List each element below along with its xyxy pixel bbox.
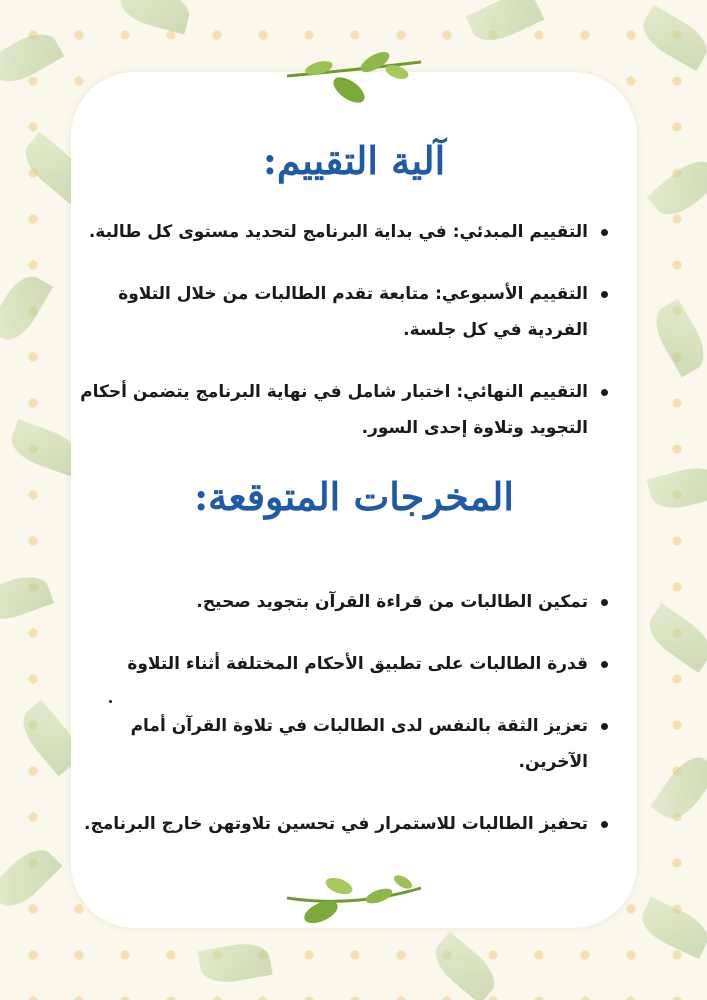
list-item: التقييم الأسبوعي: متابعة تقدم الطالبات من خلال التلاوة الفردية في كل جلسة. bbox=[80, 276, 610, 348]
background-leaf-icon bbox=[647, 462, 707, 515]
background-leaf-icon bbox=[636, 5, 707, 71]
background-leaf-icon bbox=[650, 749, 707, 827]
background-leaf-icon bbox=[0, 569, 54, 627]
background-leaf-icon bbox=[641, 603, 707, 673]
green-sprig-icon bbox=[279, 868, 429, 940]
list-item: التقييم المبدئي: في بداية البرنامج لتحديد مستوى كل طالبة. bbox=[80, 214, 610, 250]
stray-dot bbox=[109, 700, 112, 703]
evaluation-list bbox=[80, 214, 610, 472]
background-leaf-icon bbox=[117, 0, 194, 34]
background-leaf-icon bbox=[197, 939, 272, 987]
background-leaf-icon bbox=[647, 299, 707, 378]
background-leaf-icon bbox=[0, 269, 53, 348]
green-sprig-icon bbox=[279, 40, 429, 112]
list-item: تمكين الطالبات من قراءة القرآن بتجويد صحيح. bbox=[80, 584, 610, 620]
background-leaf-icon bbox=[0, 841, 62, 916]
background-leaf-icon bbox=[636, 897, 707, 959]
background-leaf-icon bbox=[0, 25, 64, 91]
list-item: التقييم النهائي: اختبار شامل في نهاية البرنامج يتضمن أحكام التجويد وتلاوة إحدى السور. bbox=[80, 374, 610, 446]
list-item: تعزيز الثقة بالنفس لدى الطالبات في تلاوة القرآن أمام الآخرين. bbox=[80, 708, 610, 780]
list-item: تحفيز الطالبات للاستمرار في تحسين تلاوتهن خارج البرنامج. bbox=[80, 806, 610, 842]
list-item: قدرة الطالبات على تطبيق الأحكام المختلفة أثناء التلاوة bbox=[80, 646, 610, 682]
background-leaf-icon bbox=[427, 932, 504, 1000]
outcomes-list bbox=[80, 584, 610, 868]
outcomes-heading: المخرجات المتوقعة: bbox=[194, 474, 514, 519]
evaluation-heading: آلية التقييم: bbox=[262, 138, 446, 183]
background-leaf-icon bbox=[466, 0, 545, 49]
background-leaf-icon bbox=[647, 152, 707, 225]
